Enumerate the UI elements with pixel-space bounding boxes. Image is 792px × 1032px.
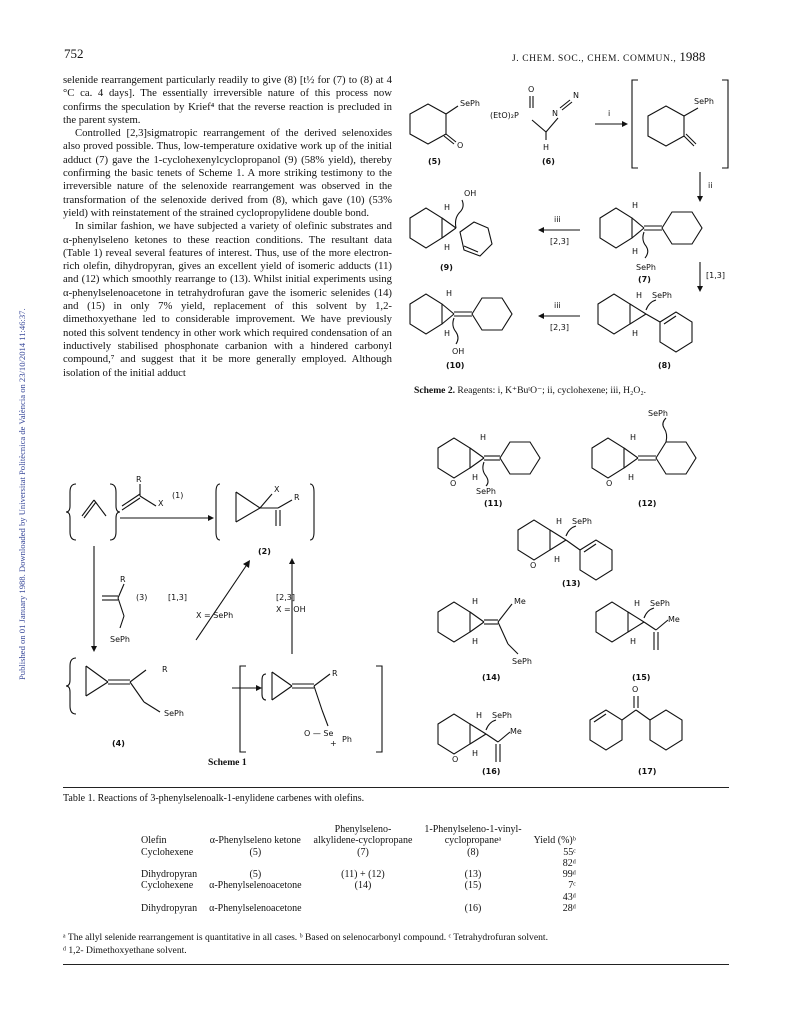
col-header-cp-1: Phenylseleno- bbox=[334, 824, 392, 835]
col-header-ketone: α-Phenylseleno ketone bbox=[209, 835, 301, 847]
cell-vinyl: (8) bbox=[467, 846, 479, 858]
label-plus: + bbox=[330, 739, 337, 748]
label-3: (3) bbox=[136, 593, 148, 602]
label-o-se: O — Se bbox=[304, 729, 334, 738]
label-14: (14) bbox=[482, 673, 501, 682]
label-seph: SePh bbox=[476, 487, 496, 496]
label-15: (15) bbox=[632, 673, 651, 682]
cell-ketone bbox=[203, 858, 307, 869]
paragraph: selenide rearrangement particularly readily to give (8) [t½ for (7) to (8) at 4 °C ca. 4 days]. The essentially irreversible nature of this process now confirms the speculation by Krief⁴ that the reverse reaction is precluded in the parent system. bbox=[63, 74, 392, 126]
cell-olefin: Cyclohexene bbox=[141, 880, 194, 892]
label-h: H bbox=[444, 203, 451, 212]
label-9: (9) bbox=[440, 263, 453, 272]
table-row bbox=[135, 869, 582, 880]
label-r: R bbox=[162, 665, 168, 674]
scheme-1-caption: Scheme 1 bbox=[208, 757, 247, 768]
table-top-rule bbox=[63, 787, 729, 788]
cell-olefin: Dihydropyran bbox=[141, 869, 198, 881]
label-h: H bbox=[472, 749, 479, 758]
results-table bbox=[135, 824, 582, 914]
label-oh: OH bbox=[464, 189, 477, 198]
label-h: H bbox=[472, 473, 479, 482]
cell-vinyl bbox=[418, 892, 527, 903]
label-seph: SePh bbox=[648, 409, 668, 418]
label-h: H bbox=[472, 597, 479, 606]
col-header bbox=[135, 824, 203, 835]
table-footnote-1: ᵃ The allyl selenide rearrangement is quantitative in all cases. ᵇ Based on selenocarbonyl compound. ᶜ Tetrahydrofuran solvent. bbox=[63, 932, 548, 943]
structure-7 bbox=[600, 208, 702, 258]
table-footnote-2: ᵈ 1,2- Dimethoxyethane solvent. bbox=[63, 945, 187, 956]
label-seph: SePh bbox=[652, 291, 672, 300]
label-5: (5) bbox=[428, 157, 441, 166]
structure-6 bbox=[530, 96, 572, 140]
col-header-yield: Yield (%)ᵇ bbox=[533, 835, 576, 847]
structure-8 bbox=[598, 294, 692, 352]
label-1: (1) bbox=[172, 491, 184, 500]
structure-13 bbox=[518, 520, 612, 580]
label-seph: SePh bbox=[572, 517, 592, 526]
label-r: R bbox=[120, 575, 126, 584]
table-row bbox=[135, 858, 582, 869]
cell-ketone: (5) bbox=[249, 869, 262, 881]
label-h: H bbox=[554, 555, 561, 564]
cell-olefin bbox=[135, 892, 203, 903]
download-note bbox=[3, 160, 27, 680]
structure-12 bbox=[592, 418, 696, 478]
selenoxide-intermediate bbox=[240, 666, 382, 752]
label-13: (13) bbox=[562, 579, 581, 588]
label-h: H bbox=[632, 201, 639, 210]
label-4: (4) bbox=[112, 739, 125, 748]
reagent-iii: iii bbox=[554, 301, 561, 310]
label-o: O bbox=[530, 561, 537, 570]
label-8: (8) bbox=[658, 361, 671, 370]
label-ph: Ph bbox=[342, 735, 352, 744]
label-o: O bbox=[632, 685, 639, 694]
paragraph: In similar fashion, we have subjected a variety of olefinic substrates and α-phenylseleno ketones to these reaction conditions. The resultant data (Table 1) reveal several features of interest. Thus, use of the more electron-rich olefin, dihydropyran, gives an excellent yield of isomeric adducts (11) and (12) which smoothly rearrange to (13). Whilst initial experiments using α-phenylselenoacetone in tetrahydrofuran gave the isomeric selenides (14) and (15) in only 7% yield, replacement of this solvent by 1,2-dimethoxyethane led to considerable improvement. We have previously noted this solvent tendency in other work which required condensation of an inductively stabilised phosphonate carbanion with a hindered carbonyl compound,⁷ and suggest that it be more generally employed. Although isolation of the initial adduct bbox=[63, 220, 392, 379]
table-row bbox=[135, 903, 582, 914]
label-h: H bbox=[444, 329, 451, 338]
cell-vinyl: (16) bbox=[464, 903, 482, 915]
scheme-2-caption bbox=[414, 385, 734, 396]
journal-year: 1988 bbox=[679, 49, 706, 64]
label-h: H bbox=[632, 247, 639, 256]
reagent-ii: ii bbox=[708, 181, 713, 190]
label-h: H bbox=[630, 433, 637, 442]
label-r: R bbox=[332, 669, 338, 678]
label-r: R bbox=[294, 493, 300, 502]
label-16: (16) bbox=[482, 767, 501, 776]
label-seph: SePh bbox=[460, 99, 480, 108]
label-11: (11) bbox=[484, 499, 503, 508]
structure-5 bbox=[410, 104, 458, 144]
label-me: Me bbox=[510, 727, 522, 736]
label-23: [2,3] bbox=[550, 323, 569, 332]
body-text-column bbox=[63, 74, 392, 380]
label-h: H bbox=[636, 291, 643, 300]
label-seph: SePh bbox=[512, 657, 532, 666]
label-h: H bbox=[632, 329, 639, 338]
col-header bbox=[528, 824, 582, 835]
label-h: H bbox=[446, 289, 453, 298]
cell-ketone: α-Phenylselenoacetone bbox=[209, 880, 302, 892]
col-header bbox=[203, 824, 307, 835]
cell-yield: 28ᵈ bbox=[562, 903, 576, 915]
table-title: Table 1. Reactions of 3-phenylselenoalk-1-enylidene carbenes with olefins. bbox=[63, 793, 365, 804]
label-x: X bbox=[158, 499, 164, 508]
olefin-substrate bbox=[66, 484, 120, 540]
structure-4 bbox=[66, 658, 160, 714]
col-header-vinyl-1: 1-Phenylseleno-1-vinyl- bbox=[424, 824, 522, 835]
col-header-cp-2: alkylidene-cyclopropane bbox=[313, 835, 413, 847]
reagent-i: i bbox=[608, 109, 611, 118]
cell-yield: 99ᵈ bbox=[562, 869, 576, 881]
label-6: (6) bbox=[542, 157, 555, 166]
label-23: [2,3] bbox=[276, 593, 295, 602]
label-h: H bbox=[480, 433, 487, 442]
scheme-2-figure bbox=[400, 72, 740, 382]
label-seph: SePh bbox=[650, 599, 670, 608]
label-me: Me bbox=[668, 615, 680, 624]
cell-cp: (11) + (12) bbox=[341, 869, 385, 881]
carbene-intermediate bbox=[632, 80, 728, 168]
col-header-vinyl-2: cyclopropaneᵃ bbox=[444, 835, 502, 847]
table-row bbox=[135, 892, 582, 903]
label-oh: OH bbox=[452, 347, 465, 356]
structure-14 bbox=[438, 602, 518, 654]
cell-vinyl bbox=[418, 858, 527, 869]
label-17: (17) bbox=[638, 767, 657, 776]
label-o: O bbox=[450, 479, 457, 488]
label-h: H bbox=[444, 243, 451, 252]
cell-vinyl: (13) bbox=[464, 869, 482, 881]
label-o: O bbox=[452, 755, 459, 764]
cell-ketone: (5) bbox=[249, 846, 262, 858]
label-seph: SePh bbox=[110, 635, 130, 644]
scheme-2-caption-text: Reagents: i, K⁺BuᵗO⁻; ii, cyclohexene; iii, H₂O₂. bbox=[455, 385, 647, 396]
structure-9 bbox=[410, 200, 492, 256]
table-bottom-rule bbox=[63, 964, 729, 965]
download-note-text: Published on 01 January 1988. Downloaded by Universitat Politècnica de València on 23/10/2014 11:46:37. bbox=[17, 308, 27, 680]
scheme-1-figure bbox=[60, 470, 390, 756]
label-h: H bbox=[628, 473, 635, 482]
label-seph: SePh bbox=[492, 711, 512, 720]
page-number: 752 bbox=[64, 46, 84, 61]
label-seph: SePh bbox=[636, 263, 656, 272]
cell-cp bbox=[308, 892, 419, 903]
label-x-seph: X = SePh bbox=[196, 611, 234, 620]
label-h: H bbox=[472, 637, 479, 646]
scheme-2-caption-bold: Scheme 2. bbox=[414, 385, 456, 396]
cell-cp: (7) bbox=[357, 846, 369, 858]
label-h: H bbox=[630, 637, 637, 646]
cell-yield: 82ᵈ bbox=[562, 857, 576, 869]
label-13: [1,3] bbox=[706, 271, 725, 280]
journal-name: J. CHEM. SOC., CHEM. COMMUN., bbox=[512, 54, 677, 64]
journal-header bbox=[512, 49, 705, 65]
table-header-row bbox=[135, 835, 582, 846]
cell-olefin: Cyclohexene bbox=[141, 846, 194, 858]
structures-figure bbox=[400, 400, 740, 780]
label-h: H bbox=[556, 517, 563, 526]
label-x-oh: X = OH bbox=[276, 605, 306, 614]
label-o: O bbox=[528, 85, 535, 94]
table-row bbox=[135, 847, 582, 858]
paragraph: Controlled [2,3]sigmatropic rearrangement of the derived selenoxides also proved possible. Thus, low-temperature oxidative work up of the initial adduct (7) gave the 1-cyclohexenylcyclopropanol (9) (58% yield), thereby confirming the basic tenets of Scheme 1. A more striking testimony to the irreversible nature of the selenoxide rearrangement was observed in the transformation of the selenoxide derived from (8), which gave (10) (53% yield) with reinstatement of the strained cyclopropylidene double bond. bbox=[63, 127, 392, 219]
cell-vinyl: (15) bbox=[464, 880, 482, 892]
cell-yield: 7ᶜ bbox=[568, 880, 576, 892]
label-12: (12) bbox=[638, 499, 657, 508]
cell-cp: (14) bbox=[354, 880, 372, 892]
carbene-reagent-1 bbox=[122, 484, 156, 510]
label-seph: SePh bbox=[164, 709, 184, 718]
cell-ketone bbox=[203, 892, 307, 903]
table-header-row bbox=[135, 824, 582, 835]
cell-olefin: Dihydropyran bbox=[141, 903, 198, 915]
col-header-olefin: Olefin bbox=[141, 835, 167, 847]
label-h: H bbox=[634, 599, 641, 608]
carbene-reagent-3 bbox=[102, 584, 124, 628]
table-row bbox=[135, 880, 582, 891]
label-10: (10) bbox=[446, 361, 465, 370]
structure-10 bbox=[410, 294, 512, 344]
cell-ketone: α-Phenylselenoacetone bbox=[209, 903, 302, 915]
label-r: R bbox=[136, 475, 142, 484]
label-n: N bbox=[552, 109, 558, 118]
reagent-iii: iii bbox=[554, 215, 561, 224]
label-o: O bbox=[606, 479, 613, 488]
label-h: H bbox=[476, 711, 483, 720]
cell-yield: 43ᵈ bbox=[562, 891, 576, 903]
label-23: [2,3] bbox=[550, 237, 569, 246]
cell-cp bbox=[308, 858, 419, 869]
label-eto2p: (EtO)₂P bbox=[490, 111, 519, 120]
label-me: Me bbox=[514, 597, 526, 606]
structure-17 bbox=[590, 696, 682, 750]
cell-cp bbox=[308, 903, 419, 914]
label-x: X bbox=[274, 485, 280, 494]
label-13: [1,3] bbox=[168, 593, 187, 602]
label-seph: SePh bbox=[694, 97, 714, 106]
label-n: N bbox=[573, 91, 579, 100]
label-o: O bbox=[457, 141, 464, 150]
label-h: H bbox=[543, 143, 550, 152]
cell-yield: 55ᶜ bbox=[563, 846, 576, 858]
label-2: (2) bbox=[258, 547, 271, 556]
cell-olefin bbox=[135, 858, 203, 869]
label-7: (7) bbox=[638, 275, 651, 284]
